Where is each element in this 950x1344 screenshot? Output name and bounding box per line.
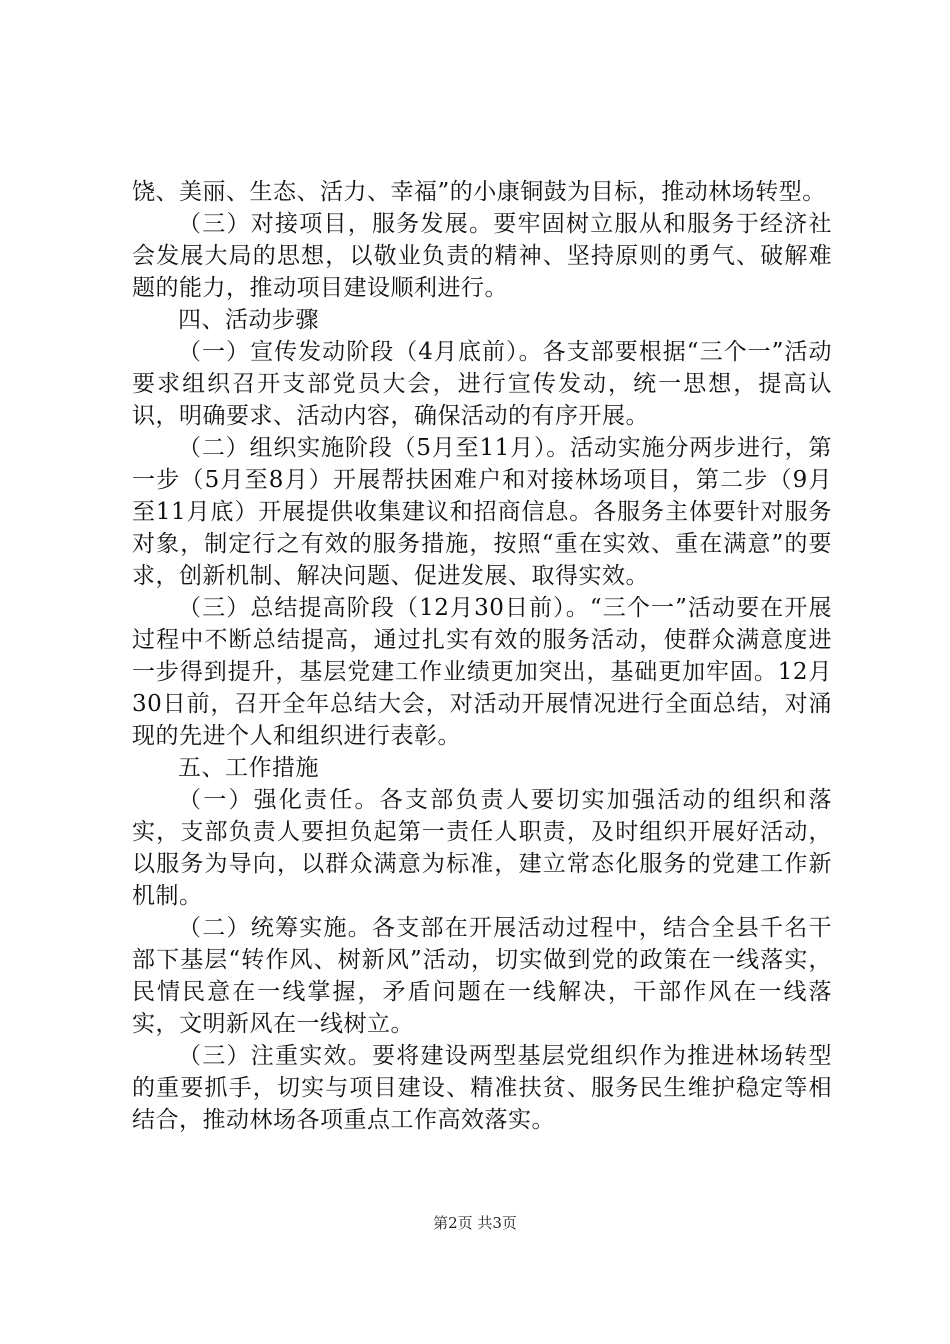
page-number-footer: 第2页 共3页 — [433, 1214, 517, 1232]
paragraph-focus-on-results: （三）注重实效。要将建设两型基层党组织作为推进林场转型的重要抓手，切实与项目建设、精准扶贫、服务民生维护稳定等相结合，推动林场各项重点工作高效落实。 — [132, 1043, 832, 1133]
paragraph-strengthen-responsibility: （一）强化责任。各支部负责人要切实加强活动的组织和落实，支部负责人要担负起第一责任人职责，及时组织开展好活动，以服务为导向，以群众满意为标准，建立常态化服务的党建工作新机制。 — [132, 787, 832, 909]
paragraph-coordinated-implementation: （二）统筹实施。各支部在开展活动过程中，结合全县千名干部下基层“转作风、树新风”活动，切实做到党的政策在一线落实，民情民意在一线掌握，矛盾问题在一线解决，干部作风在一线落实，文明新风在一线树立。 — [132, 915, 832, 1037]
paragraph-publicity-stage: （一）宣传发动阶段（4月底前）。各支部要根据“三个一”活动要求组织召开支部党员大会，进行宣传发动，统一思想，提高认识，明确要求、活动内容，确保活动的有序开展。 — [132, 339, 832, 429]
paragraph-implementation-stage: （二）组织实施阶段（5月至11月）。活动实施分两步进行，第一步（5月至8月）开展帮扶困难户和对接林场项目，第二步（9月至11月底）开展提供收集建议和招商信息。各服务主体要针对服务对象，制定行之有效的服务措施，按照“重在实效、重在满意”的要求，创新机制、解决问题、促进发展、取得实效。 — [132, 435, 832, 589]
section-heading-work-measures: 五、工作措施 — [178, 755, 319, 781]
paragraph-summary-stage: （三）总结提高阶段（12月30日前）。“三个一”活动要在开展过程中不断总结提高，通过扎实有效的服务活动，使群众满意度进一步得到提升，基层党建工作业绩更加突出，基础更加牢固。12月30日前，召开全年总结大会，对活动开展情况进行全面总结，对涌现的先进个人和组织进行表彰。 — [132, 595, 832, 749]
document-body — [132, 176, 832, 1136]
section-heading-activity-steps: 四、活动步骤 — [178, 307, 319, 333]
paragraph-project-docking: （三）对接项目，服务发展。要牢固树立服从和服务于经济社会发展大局的思想，以敬业负责的精神、坚持原则的勇气、破解难题的能力，推动项目建设顺利进行。 — [132, 211, 832, 301]
paragraph-continuation: 饶、美丽、生态、活力、幸福”的小康铜鼓为目标，推动林场转型。 — [132, 179, 826, 205]
